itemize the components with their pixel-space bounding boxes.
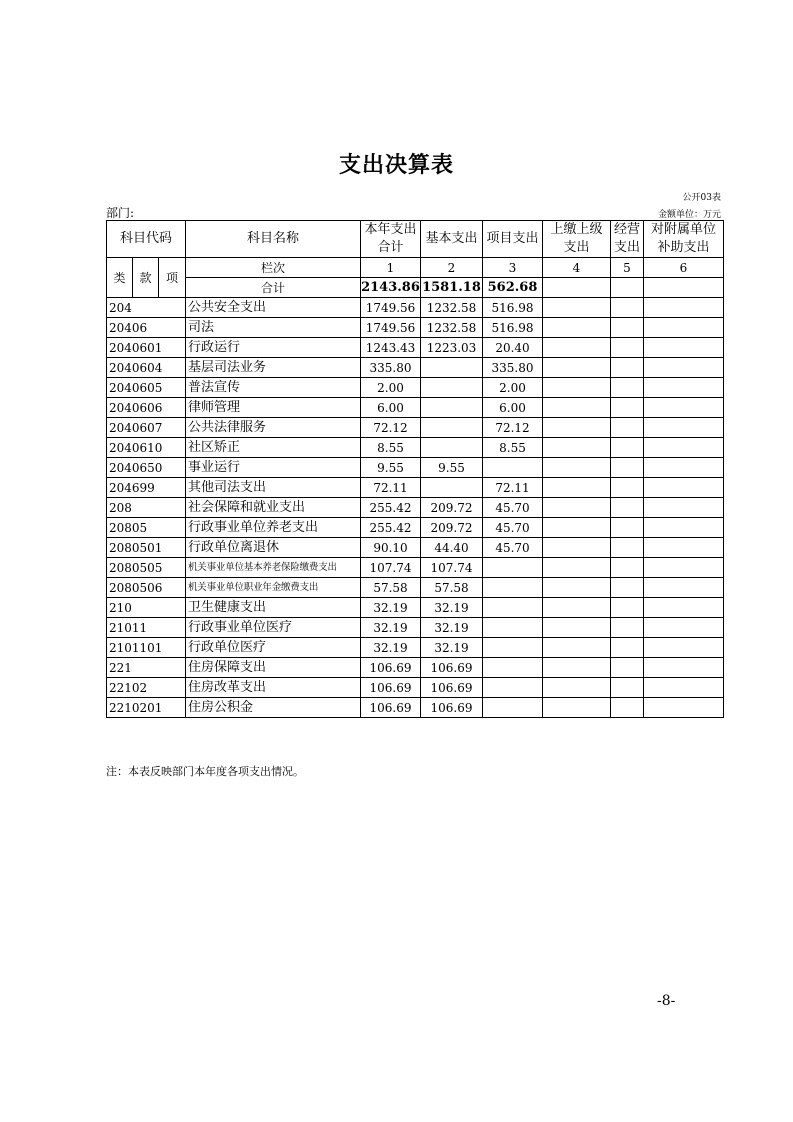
total-row [107, 278, 724, 298]
row-code: 2080501 [107, 538, 186, 558]
row-total: 2.00 [361, 378, 421, 398]
table-row [107, 638, 724, 658]
form-code: 公开03表 [682, 193, 721, 203]
row-total: 72.12 [361, 418, 421, 438]
row-basic: 44.40 [421, 538, 483, 558]
row-business [611, 298, 644, 318]
table-row [107, 518, 724, 538]
row-name: 住房公积金 [186, 698, 361, 718]
row-subsidy [644, 558, 724, 578]
row-business [611, 698, 644, 718]
row-code: 2040606 [107, 398, 186, 418]
page-title: 支出决算表 [338, 153, 454, 178]
table-row [107, 438, 724, 458]
row-total: 255.42 [361, 498, 421, 518]
row-project: 72.12 [483, 418, 543, 438]
row-basic [421, 438, 483, 458]
row-subsidy [644, 418, 724, 438]
row-total: 57.58 [361, 578, 421, 598]
row-subsidy [644, 338, 724, 358]
project-expense-value: 562.68 [483, 278, 543, 298]
header-project-expense: 项目支出 [483, 221, 543, 258]
table-row [107, 378, 724, 398]
row-project: 2.00 [483, 378, 543, 398]
row-subsidy [644, 598, 724, 618]
row-business [611, 378, 644, 398]
row-upper [543, 338, 611, 358]
row-business [611, 558, 644, 578]
row-upper [543, 538, 611, 558]
row-project: 8.55 [483, 438, 543, 458]
row-code: 208 [107, 498, 186, 518]
row-total: 72.11 [361, 478, 421, 498]
row-total: 106.69 [361, 658, 421, 678]
table-note: 注：本表反映部门本年度各项支出情况。 [106, 765, 304, 778]
header-lei: 类 [107, 258, 133, 298]
row-basic: 32.19 [421, 598, 483, 618]
column-number-row [107, 258, 724, 278]
row-name: 其他司法支出 [186, 478, 361, 498]
row-name: 行政运行 [186, 338, 361, 358]
row-code: 2040610 [107, 438, 186, 458]
row-upper [543, 298, 611, 318]
row-business [611, 618, 644, 638]
row-code: 22102 [107, 678, 186, 698]
row-basic: 107.74 [421, 558, 483, 578]
row-project [483, 558, 543, 578]
row-code: 21011 [107, 618, 186, 638]
page-number: -8- [657, 993, 676, 1009]
table-row [107, 298, 724, 318]
row-total: 6.00 [361, 398, 421, 418]
row-code: 221 [107, 658, 186, 678]
row-upper [543, 678, 611, 698]
row-upper [543, 558, 611, 578]
row-total: 106.69 [361, 698, 421, 718]
upper-payment-value [543, 278, 611, 298]
table-row [107, 358, 724, 378]
row-basic: 1232.58 [421, 318, 483, 338]
row-total: 9.55 [361, 458, 421, 478]
header-row [107, 221, 724, 258]
subsidy-expense-value [644, 278, 724, 298]
row-project: 72.11 [483, 478, 543, 498]
row-project: 516.98 [483, 318, 543, 338]
row-basic: 106.69 [421, 658, 483, 678]
row-business [611, 398, 644, 418]
row-name: 机关事业单位职业年金缴费支出 [186, 578, 361, 598]
table-row [107, 478, 724, 498]
row-subsidy [644, 378, 724, 398]
row-upper [543, 438, 611, 458]
row-subsidy [644, 398, 724, 418]
row-name: 住房改革支出 [186, 678, 361, 698]
row-total: 1749.56 [361, 298, 421, 318]
business-expense-value [611, 278, 644, 298]
row-basic: 9.55 [421, 458, 483, 478]
header-xiang: 项 [159, 258, 186, 298]
row-total: 90.10 [361, 538, 421, 558]
row-project: 6.00 [483, 398, 543, 418]
row-business [611, 678, 644, 698]
row-code: 2101101 [107, 638, 186, 658]
total-expense-value: 2143.86 [361, 278, 421, 298]
total-label: 合计 [186, 278, 361, 298]
table-row [107, 418, 724, 438]
col-no-6: 6 [644, 258, 724, 278]
basic-expense-value: 1581.18 [421, 278, 483, 298]
row-name: 行政事业单位养老支出 [186, 518, 361, 538]
unit-label: 金额单位：万元 [657, 210, 721, 220]
row-upper [543, 458, 611, 478]
row-subsidy [644, 458, 724, 478]
header-total-expense: 本年支出 合计 [361, 221, 421, 258]
table-row [107, 698, 724, 718]
row-business [611, 458, 644, 478]
row-project: 45.70 [483, 498, 543, 518]
table-row [107, 458, 724, 478]
row-name: 基层司法业务 [186, 358, 361, 378]
row-total: 32.19 [361, 638, 421, 658]
row-project [483, 698, 543, 718]
row-business [611, 318, 644, 338]
header-business-expense: 经营 支出 [611, 221, 644, 258]
row-name: 机关事业单位基本养老保险缴费支出 [186, 558, 361, 578]
row-upper [543, 478, 611, 498]
row-basic: 106.69 [421, 698, 483, 718]
row-subsidy [644, 298, 724, 318]
row-name: 律师管理 [186, 398, 361, 418]
row-basic [421, 478, 483, 498]
table-body [107, 298, 724, 718]
row-total: 335.80 [361, 358, 421, 378]
row-business [611, 658, 644, 678]
row-upper [543, 598, 611, 618]
table-row [107, 598, 724, 618]
row-business [611, 358, 644, 378]
table-row [107, 578, 724, 598]
row-project [483, 658, 543, 678]
row-name: 行政单位离退休 [186, 538, 361, 558]
header-kuan: 款 [133, 258, 159, 298]
col-no-2: 2 [421, 258, 483, 278]
row-code: 2080505 [107, 558, 186, 578]
row-code: 2080506 [107, 578, 186, 598]
row-total: 32.19 [361, 598, 421, 618]
row-subsidy [644, 678, 724, 698]
header-lanci: 栏次 [186, 258, 361, 278]
table-row [107, 658, 724, 678]
row-project: 45.70 [483, 538, 543, 558]
row-project [483, 458, 543, 478]
col-no-1: 1 [361, 258, 421, 278]
row-project [483, 638, 543, 658]
row-subsidy [644, 518, 724, 538]
row-code: 2040601 [107, 338, 186, 358]
table-row [107, 538, 724, 558]
table-row [107, 678, 724, 698]
row-project [483, 618, 543, 638]
row-basic: 57.58 [421, 578, 483, 598]
row-upper [543, 418, 611, 438]
row-total: 106.69 [361, 678, 421, 698]
row-subsidy [644, 698, 724, 718]
row-basic: 209.72 [421, 518, 483, 538]
row-upper [543, 698, 611, 718]
header-subsidy-expense: 对附属单位 补助支出 [644, 221, 724, 258]
row-code: 2040605 [107, 378, 186, 398]
row-subsidy [644, 618, 724, 638]
row-total: 8.55 [361, 438, 421, 458]
header-subject-name: 科目名称 [186, 221, 361, 258]
row-name: 住房保障支出 [186, 658, 361, 678]
row-subsidy [644, 478, 724, 498]
row-business [611, 438, 644, 458]
row-business [611, 538, 644, 558]
row-total: 32.19 [361, 618, 421, 638]
row-project: 45.70 [483, 518, 543, 538]
table-row [107, 618, 724, 638]
row-upper [543, 518, 611, 538]
row-basic: 1232.58 [421, 298, 483, 318]
row-name: 行政单位医疗 [186, 638, 361, 658]
row-upper [543, 318, 611, 338]
header-upper-payment: 上缴上级 支出 [543, 221, 611, 258]
header-basic-expense: 基本支出 [421, 221, 483, 258]
row-business [611, 578, 644, 598]
row-code: 2040604 [107, 358, 186, 378]
row-basic: 32.19 [421, 638, 483, 658]
col-no-5: 5 [611, 258, 644, 278]
table-row [107, 558, 724, 578]
row-code: 20406 [107, 318, 186, 338]
row-code: 2040650 [107, 458, 186, 478]
row-project [483, 578, 543, 598]
row-total: 107.74 [361, 558, 421, 578]
row-name: 事业运行 [186, 458, 361, 478]
row-subsidy [644, 438, 724, 458]
row-business [611, 338, 644, 358]
row-name: 卫生健康支出 [186, 598, 361, 618]
row-upper [543, 658, 611, 678]
row-name: 社区矫正 [186, 438, 361, 458]
header-subject-code: 科目代码 [107, 221, 186, 258]
row-basic [421, 418, 483, 438]
department-label: 部门: [106, 206, 135, 220]
row-upper [543, 498, 611, 518]
row-upper [543, 578, 611, 598]
row-subsidy [644, 538, 724, 558]
row-subsidy [644, 578, 724, 598]
row-code: 2210201 [107, 698, 186, 718]
row-project [483, 678, 543, 698]
row-project [483, 598, 543, 618]
row-name: 司法 [186, 318, 361, 338]
row-subsidy [644, 318, 724, 338]
col-no-4: 4 [543, 258, 611, 278]
row-subsidy [644, 658, 724, 678]
row-project: 335.80 [483, 358, 543, 378]
expense-table [106, 220, 724, 718]
row-basic: 106.69 [421, 678, 483, 698]
table-row [107, 318, 724, 338]
row-name: 公共法律服务 [186, 418, 361, 438]
row-subsidy [644, 638, 724, 658]
row-subsidy [644, 358, 724, 378]
row-basic [421, 398, 483, 418]
row-business [611, 418, 644, 438]
row-code: 204699 [107, 478, 186, 498]
row-code: 20805 [107, 518, 186, 538]
row-name: 行政事业单位医疗 [186, 618, 361, 638]
row-upper [543, 618, 611, 638]
row-business [611, 498, 644, 518]
row-total: 255.42 [361, 518, 421, 538]
table-row [107, 498, 724, 518]
row-basic: 1223.03 [421, 338, 483, 358]
row-project: 516.98 [483, 298, 543, 318]
row-business [611, 598, 644, 618]
row-name: 社会保障和就业支出 [186, 498, 361, 518]
row-subsidy [644, 498, 724, 518]
row-upper [543, 638, 611, 658]
row-total: 1243.43 [361, 338, 421, 358]
row-upper [543, 358, 611, 378]
row-project: 20.40 [483, 338, 543, 358]
row-business [611, 478, 644, 498]
col-no-3: 3 [483, 258, 543, 278]
row-basic: 32.19 [421, 618, 483, 638]
row-code: 210 [107, 598, 186, 618]
row-basic: 209.72 [421, 498, 483, 518]
row-upper [543, 378, 611, 398]
row-basic [421, 358, 483, 378]
row-name: 普法宣传 [186, 378, 361, 398]
row-business [611, 518, 644, 538]
table-row [107, 398, 724, 418]
row-basic [421, 378, 483, 398]
table-row [107, 338, 724, 358]
row-code: 2040607 [107, 418, 186, 438]
row-upper [543, 398, 611, 418]
row-code: 204 [107, 298, 186, 318]
row-name: 公共安全支出 [186, 298, 361, 318]
row-business [611, 638, 644, 658]
row-total: 1749.56 [361, 318, 421, 338]
